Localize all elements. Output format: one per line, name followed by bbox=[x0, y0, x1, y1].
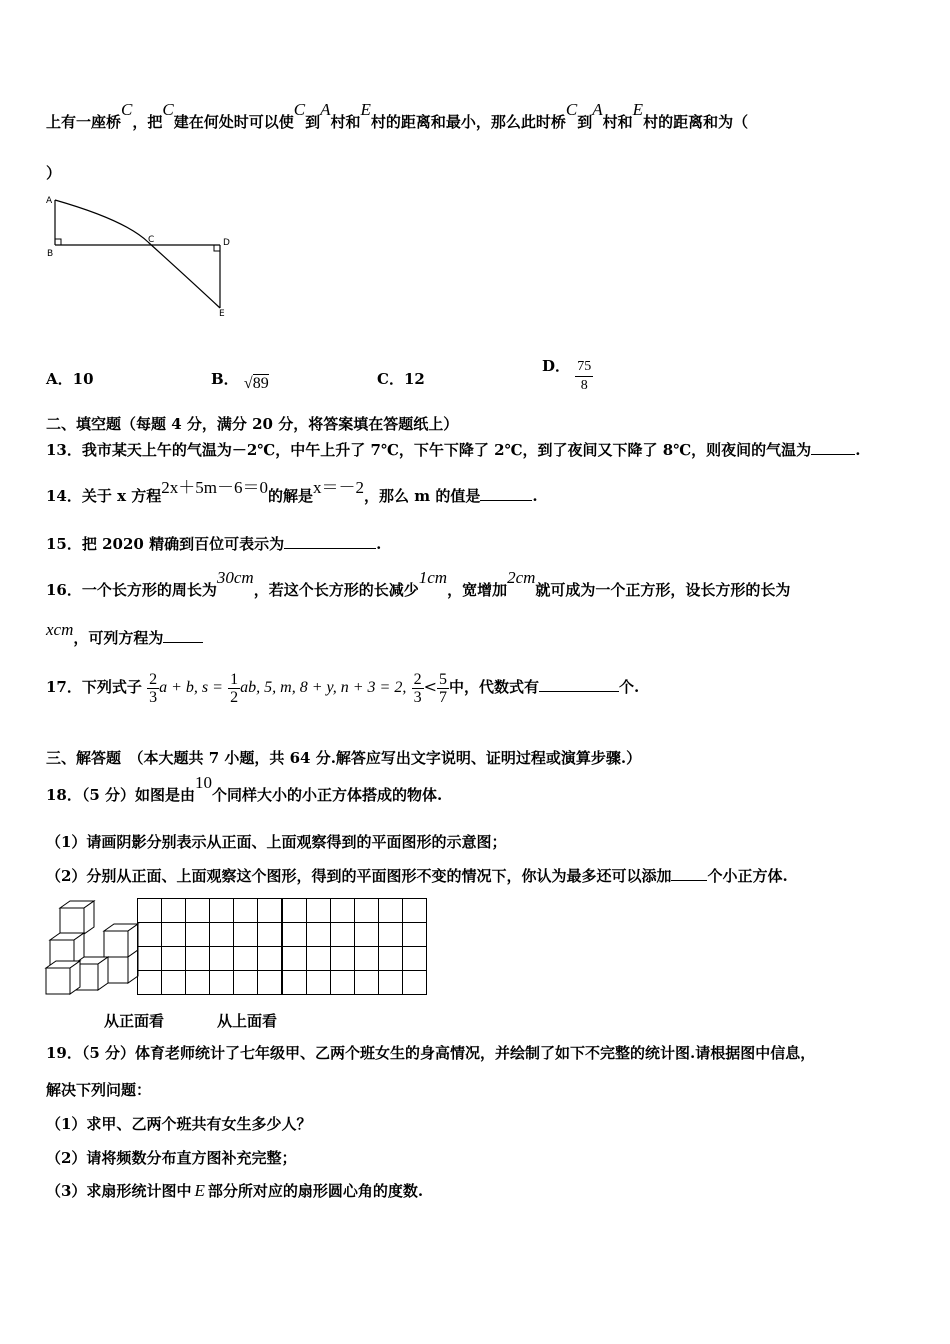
var-c: C bbox=[162, 100, 174, 119]
q16-line1: 16．一个长方形的周长为30cm，若这个长方形的长减少1cm，宽增加2cm就可成为一个正方形，设长方形的长为 bbox=[46, 568, 791, 599]
answer-blank[interactable] bbox=[163, 628, 203, 643]
front-view-grid[interactable] bbox=[137, 898, 283, 996]
answer-blank[interactable] bbox=[539, 677, 619, 692]
fraction: $\frac{2}{3}$ bbox=[413, 670, 422, 706]
fraction: $\frac{5}{7}$ bbox=[438, 670, 447, 706]
answer-blank[interactable] bbox=[811, 440, 855, 455]
equation: 2x＋5m－6＝0 bbox=[161, 478, 268, 497]
label-d: D bbox=[223, 238, 230, 248]
var-a: A bbox=[320, 100, 331, 119]
label-a: A bbox=[46, 196, 53, 206]
q19-sub3: （3）求扇形统计图中 E 部分所对应的扇形圆心角的度数. bbox=[46, 1181, 424, 1200]
answer-blank[interactable] bbox=[480, 486, 532, 501]
sqrt-expression: √89 bbox=[243, 375, 269, 392]
front-view-caption: 从正面看 bbox=[104, 1012, 165, 1030]
option-b[interactable]: B． √89 bbox=[211, 370, 269, 392]
var-e: E bbox=[194, 1181, 205, 1200]
answer-blank[interactable] bbox=[671, 866, 707, 881]
q18-sub1: （1）请画阴影分别表示从正面、上面观察得到的平面图形的示意图； bbox=[46, 833, 507, 851]
label-c: C bbox=[148, 235, 155, 245]
value-xcm: xcm bbox=[46, 620, 74, 639]
q18-stem: 18．（5 分）如图是由10个同样大小的小正方体搭成的物体. bbox=[46, 773, 443, 804]
solution: x＝－2 bbox=[313, 478, 365, 497]
var-c: C bbox=[565, 100, 578, 119]
var-e: E bbox=[360, 100, 371, 119]
var-a: A bbox=[592, 100, 603, 119]
fraction-75-8: $\frac{75}{8}$ bbox=[577, 359, 592, 393]
fraction: $\frac{1}{2}$ bbox=[230, 670, 239, 706]
q15: 15．把 2020 精确到百位可表示为 . bbox=[46, 535, 382, 553]
fraction: $\frac{2}{3}$ bbox=[149, 670, 158, 706]
intro-close: ） bbox=[46, 164, 62, 182]
value-10: 10 bbox=[195, 773, 213, 792]
value-1cm: 1cm bbox=[418, 568, 448, 587]
var-c: C bbox=[121, 100, 133, 119]
q19-line1: 19．（5 分）体育老师统计了七年级甲、乙两个班女生的身高情况，并绘制了如下不完整的统计图.请根据图中信息， bbox=[46, 1044, 816, 1062]
q19-line2: 解决下列问题： bbox=[46, 1081, 152, 1099]
answer-blank[interactable] bbox=[284, 534, 376, 549]
top-view-caption: 从上面看 bbox=[217, 1012, 278, 1030]
top-view-grid[interactable] bbox=[282, 898, 428, 996]
option-d[interactable]: D． $\frac{75}{8}$ bbox=[542, 356, 592, 393]
option-a[interactable]: A．10 bbox=[46, 370, 94, 388]
right-angle-b bbox=[55, 239, 61, 245]
segment-ac bbox=[55, 200, 148, 242]
value-30cm: 30cm bbox=[216, 568, 254, 587]
value-2cm: 2cm bbox=[507, 568, 536, 587]
bridge-figure bbox=[40, 190, 240, 325]
label-e: E bbox=[219, 309, 225, 319]
q13: 13．我市某天上午的气温为－2℃，中午上升了 7℃，下午下降了 2℃，到了夜间又下降了 8℃，则夜间的气温为 . bbox=[46, 441, 861, 459]
section2-title: 二、填空题（每题 4 分，满分 20 分，将答案填在答题纸上） bbox=[46, 415, 459, 433]
q19-sub2: （2）请将频数分布直方图补充完整； bbox=[46, 1149, 297, 1167]
option-c[interactable]: C．12 bbox=[377, 370, 425, 388]
var-c: C bbox=[293, 100, 306, 119]
right-angle-d bbox=[214, 245, 220, 251]
q16-line2: xcm，可列方程为 bbox=[46, 628, 203, 648]
segment-ce bbox=[148, 242, 220, 308]
q18-sub2: （2）分别从正面、上面观察这个图形，得到的平面图形不变的情况下，你认为最多还可以添加 个小正方体. bbox=[46, 867, 788, 885]
section3-title: 三、解答题 （本大题共 7 小题，共 64 分.解答应写出文字说明、证明过程或演算步骤.） bbox=[46, 749, 642, 767]
q17: 17．下列式子 $\frac{2}{3}$ a + b, s = $\frac{1}{2}$ ab, 5, m, 8 + y, n + 3 = 2, $\frac{2}{3}$ < $\frac{5}{7}$ 中，代数式有 个. bbox=[46, 670, 640, 706]
q19-sub1: （1）求甲、乙两个班共有女生多少人？ bbox=[46, 1115, 312, 1133]
intro-line: 上有一座桥C，把C建在何处时可以使C到A村和E村的距离和最小，那么此时桥C到A村和E村的距离和为（ bbox=[46, 100, 749, 131]
cube-stack-figure bbox=[40, 898, 140, 998]
q14: 14．关于 x 方程2x＋5m－6＝0的解是x＝－2，那么 m 的值是 . bbox=[46, 478, 538, 505]
label-b: B bbox=[47, 249, 54, 259]
var-e: E bbox=[632, 100, 644, 119]
